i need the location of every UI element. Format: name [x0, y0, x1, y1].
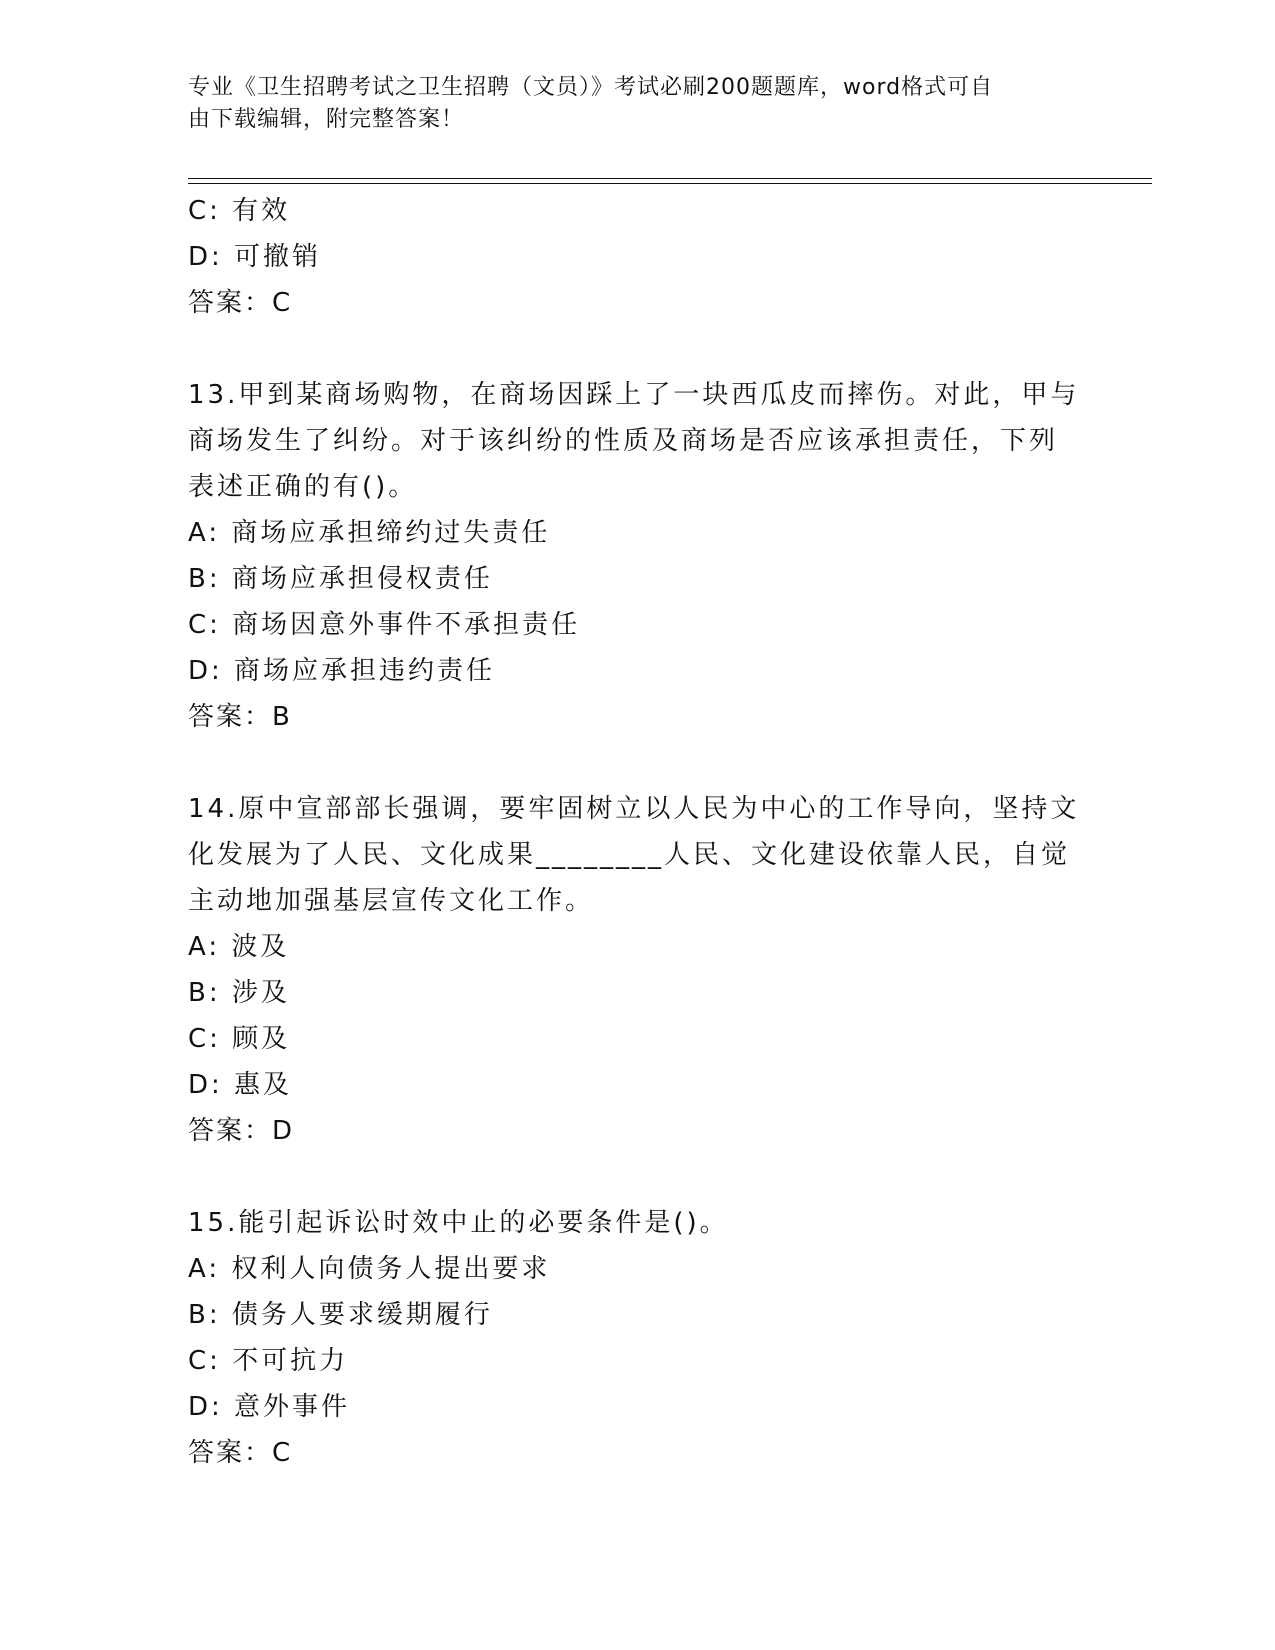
option-b: B: 商场应承担侵权责任	[188, 564, 493, 594]
option-c: C: 商场因意外事件不承担责任	[188, 610, 581, 640]
spacer	[188, 1154, 1088, 1200]
option-a: A: 商场应承担缔约过失责任	[188, 518, 551, 548]
header-divider-bottom	[188, 183, 1152, 184]
question-text-line: 15.能引起诉讼时效中止的必要条件是()。	[188, 1208, 729, 1238]
question-13	[188, 372, 1088, 740]
option-d: D: 意外事件	[188, 1392, 351, 1422]
question-text-line: 商场发生了纠纷。对于该纠纷的性质及商场是否应该承担责任，下列	[188, 426, 1059, 456]
option-b: B: 债务人要求缓期履行	[188, 1300, 493, 1330]
option-a: A: 波及	[188, 932, 290, 962]
question-text-line: 13.甲到某商场购物，在商场因踩上了一块西瓜皮而摔伤。对此，甲与	[188, 380, 1080, 410]
option-b: B: 涉及	[188, 978, 290, 1008]
question-text-line: 化发展为了人民、文化成果________人民、文化建设依靠人民，自觉	[188, 840, 1071, 870]
option-d: D: 可撤销	[188, 242, 322, 272]
option-c: C: 不可抗力	[188, 1346, 349, 1376]
question-text-line: 主动地加强基层宣传文化工作。	[188, 886, 595, 916]
option-d: D: 商场应承担违约责任	[188, 656, 496, 686]
document-header	[188, 72, 1088, 136]
previous-question-tail	[188, 188, 1088, 326]
spacer	[188, 326, 1088, 372]
spacer	[188, 740, 1088, 786]
question-content	[188, 188, 1088, 1476]
question-text-line: 表述正确的有()。	[188, 472, 418, 502]
option-d: D: 惠及	[188, 1070, 293, 1100]
question-14	[188, 786, 1088, 1154]
answer-line: 答案：B	[188, 702, 292, 732]
question-15	[188, 1200, 1088, 1476]
option-a: A: 权利人向债务人提出要求	[188, 1254, 551, 1284]
question-text-line: 14.原中宣部部长强调，要牢固树立以人民为中心的工作导向，坚持文	[188, 794, 1080, 824]
option-c: C: 有效	[188, 196, 291, 226]
answer-line: 答案：C	[188, 288, 293, 318]
answer-line: 答案：C	[188, 1438, 293, 1468]
answer-line: 答案：D	[188, 1116, 295, 1146]
header-divider-top	[188, 178, 1152, 179]
header-line-2: 由下载编辑，附完整答案！	[188, 107, 465, 132]
option-c: C: 顾及	[188, 1024, 291, 1054]
header-line-1: 专业《卫生招聘考试之卫生招聘（文员）》考试必刷200题题库，word格式可自	[188, 75, 994, 100]
